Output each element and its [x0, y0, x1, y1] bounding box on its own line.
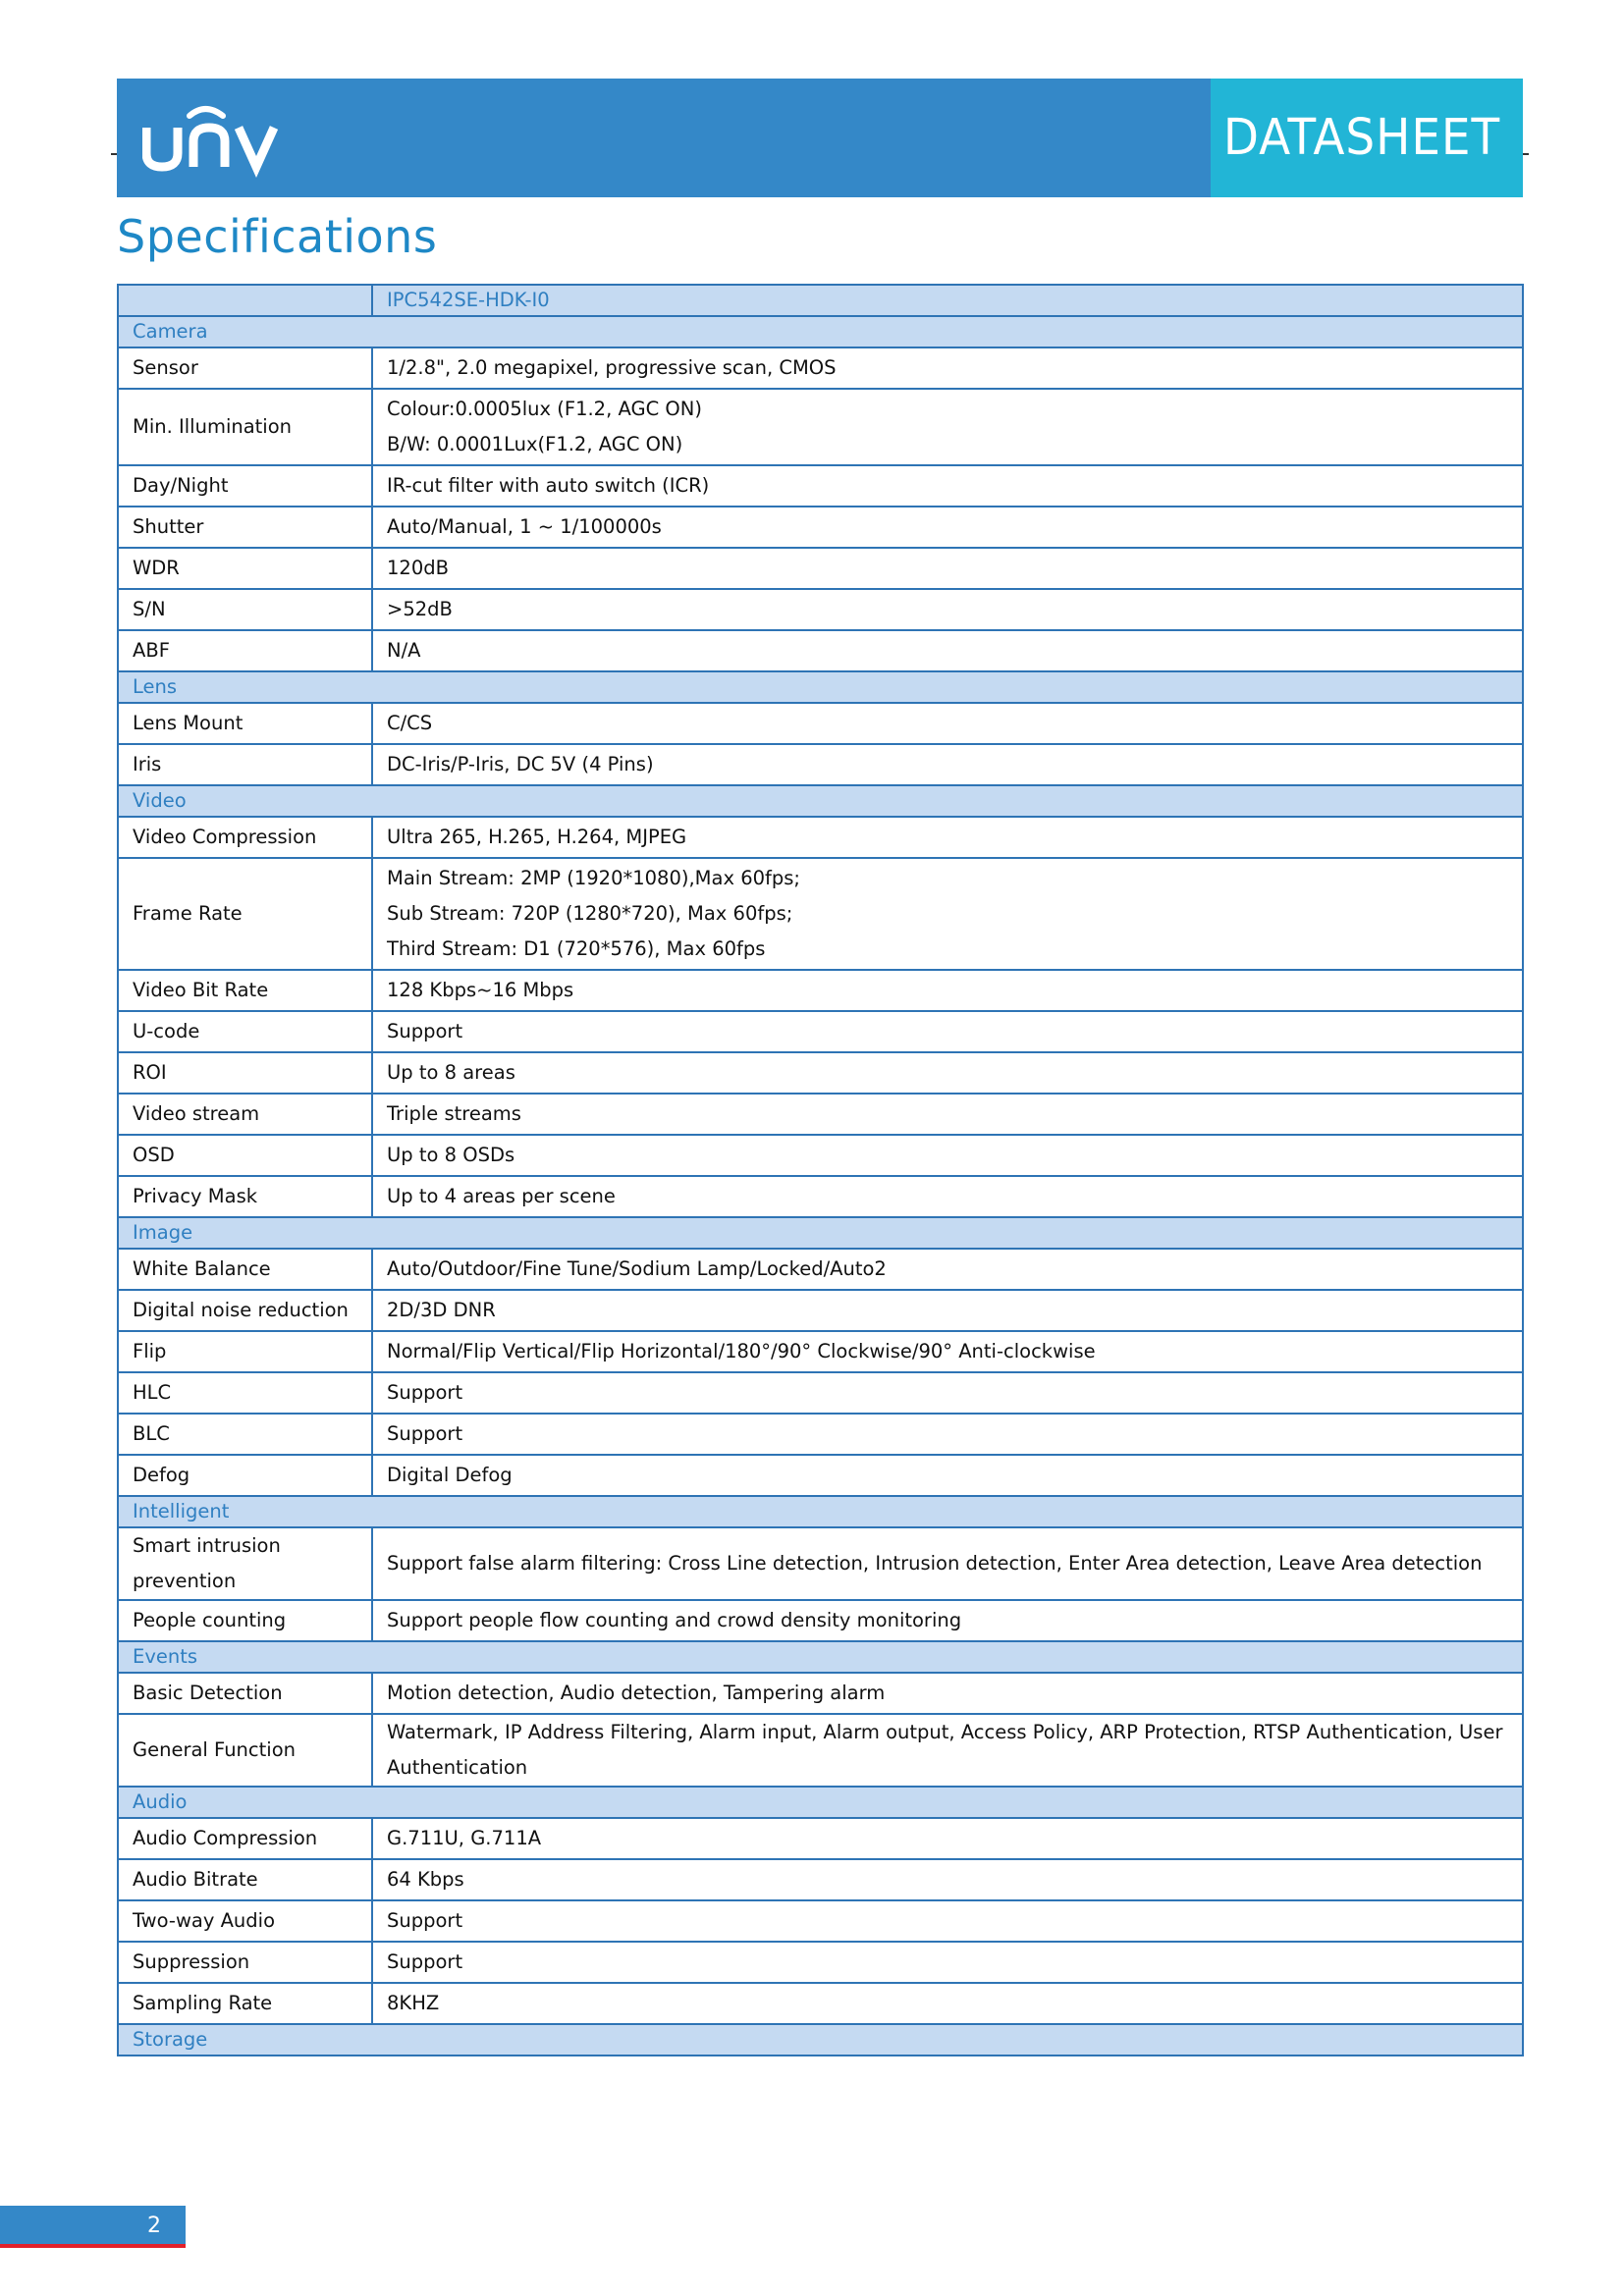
spec-value-line: Digital Defog — [387, 1464, 513, 1486]
spec-value-line: 1/2.8", 2.0 megapixel, progressive scan, CMOS — [387, 356, 837, 379]
model-name: IPC542SE-HDK-I0 — [372, 285, 1523, 316]
spec-value-line: Ultra 265, H.265, H.264, MJPEG — [387, 826, 687, 848]
section-title: Storage — [118, 2024, 1523, 2056]
spec-label: S/N — [118, 589, 372, 630]
spec-label: Day/Night — [118, 465, 372, 507]
specifications-table-body — [118, 285, 1523, 2056]
spec-row — [118, 1714, 1523, 1787]
spec-value — [372, 703, 1523, 744]
section-title: Camera — [118, 316, 1523, 347]
spec-label: Video Compression — [118, 817, 372, 858]
spec-row — [118, 465, 1523, 507]
spec-label: Sensor — [118, 347, 372, 389]
spec-value-line: Auto/Outdoor/Fine Tune/Sodium Lamp/Locked/Auto2 — [387, 1257, 887, 1280]
spec-value — [372, 1900, 1523, 1942]
spec-label: Video stream — [118, 1094, 372, 1135]
header-rule-left — [111, 153, 117, 155]
spec-label: Shutter — [118, 507, 372, 548]
section-title: Audio — [118, 1787, 1523, 1818]
spec-value — [372, 1859, 1523, 1900]
spec-label: Privacy Mask — [118, 1176, 372, 1217]
spec-value-line: Support false alarm filtering: Cross Line detection, Intrusion detection, Enter Area detection, Leave Area detection — [387, 1552, 1483, 1575]
spec-value-line: C/CS — [387, 712, 433, 734]
spec-value — [372, 465, 1523, 507]
spec-value — [372, 744, 1523, 785]
spec-value — [372, 347, 1523, 389]
spec-value-line: Support — [387, 1381, 463, 1404]
datasheet-label: DATASHEET — [1222, 109, 1501, 167]
spec-value-line: 120dB — [387, 557, 449, 579]
spec-value — [372, 630, 1523, 671]
spec-row — [118, 1414, 1523, 1455]
spec-value-line: Auto/Manual, 1 ~ 1/100000s — [387, 515, 662, 538]
spec-row — [118, 507, 1523, 548]
spec-label: Audio Bitrate — [118, 1859, 372, 1900]
spec-value — [372, 1052, 1523, 1094]
spec-value — [372, 1176, 1523, 1217]
unv-logo — [142, 88, 299, 187]
spec-row — [118, 1249, 1523, 1290]
spec-value — [372, 1372, 1523, 1414]
spec-label: People counting — [118, 1600, 372, 1641]
spec-label: White Balance — [118, 1249, 372, 1290]
spec-value-line: Support people flow counting and crowd density monitoring — [387, 1609, 962, 1631]
spec-value-line: 128 Kbps~16 Mbps — [387, 979, 574, 1001]
page-number: 2 — [147, 2214, 161, 2238]
spec-value — [372, 1942, 1523, 1983]
spec-value-line: 2D/3D DNR — [387, 1299, 496, 1321]
spec-value-line: Normal/Flip Vertical/Flip Horizontal/180°/90° Clockwise/90° Anti-clockwise — [387, 1340, 1096, 1362]
spec-value-line: Third Stream: D1 (720*576), Max 60fps — [387, 937, 766, 960]
spec-value-line: Support — [387, 1020, 463, 1042]
spec-label: Digital noise reduction — [118, 1290, 372, 1331]
spec-row — [118, 1983, 1523, 2024]
spec-value-line: Up to 4 areas per scene — [387, 1185, 616, 1207]
spec-row — [118, 589, 1523, 630]
section-title: Intelligent — [118, 1496, 1523, 1527]
page-title: Specifications — [117, 210, 438, 263]
spec-value-line: 8KHZ — [387, 1992, 440, 2014]
spec-value — [372, 970, 1523, 1011]
spec-label: OSD — [118, 1135, 372, 1176]
spec-value — [372, 1455, 1523, 1496]
spec-label: Audio Compression — [118, 1818, 372, 1859]
spec-row — [118, 1176, 1523, 1217]
model-row — [118, 285, 1523, 316]
spec-row — [118, 1900, 1523, 1942]
spec-row — [118, 1011, 1523, 1052]
specifications-table — [117, 284, 1524, 2056]
spec-label: Frame Rate — [118, 858, 372, 970]
spec-value — [372, 1249, 1523, 1290]
spec-value — [372, 817, 1523, 858]
spec-label: Flip — [118, 1331, 372, 1372]
section-header — [118, 2024, 1523, 2056]
section-header — [118, 1496, 1523, 1527]
header-rule-right — [1523, 153, 1529, 155]
spec-row — [118, 389, 1523, 465]
spec-value — [372, 1135, 1523, 1176]
spec-label: General Function — [118, 1714, 372, 1787]
spec-row — [118, 1331, 1523, 1372]
spec-row — [118, 347, 1523, 389]
section-title: Events — [118, 1641, 1523, 1673]
spec-row — [118, 1818, 1523, 1859]
spec-row — [118, 1290, 1523, 1331]
spec-row — [118, 1372, 1523, 1414]
spec-label: Sampling Rate — [118, 1983, 372, 2024]
spec-value — [372, 1600, 1523, 1641]
spec-value-line: B/W: 0.0001Lux(F1.2, AGC ON) — [387, 433, 683, 455]
spec-label: HLC — [118, 1372, 372, 1414]
spec-row — [118, 970, 1523, 1011]
spec-value-line: >52dB — [387, 598, 453, 620]
spec-value — [372, 589, 1523, 630]
spec-value — [372, 858, 1523, 970]
spec-value — [372, 1290, 1523, 1331]
spec-value — [372, 1527, 1523, 1600]
spec-value-line: Sub Stream: 720P (1280*720), Max 60fps; — [387, 902, 793, 925]
spec-row — [118, 630, 1523, 671]
spec-value-line: DC-Iris/P-Iris, DC 5V (4 Pins) — [387, 753, 654, 775]
spec-label: Defog — [118, 1455, 372, 1496]
spec-value — [372, 548, 1523, 589]
spec-row — [118, 858, 1523, 970]
spec-value — [372, 1331, 1523, 1372]
spec-row — [118, 1942, 1523, 1983]
section-title: Image — [118, 1217, 1523, 1249]
spec-row — [118, 744, 1523, 785]
spec-row — [118, 1673, 1523, 1714]
spec-row — [118, 1600, 1523, 1641]
section-header — [118, 785, 1523, 817]
spec-label: WDR — [118, 548, 372, 589]
spec-label: Video Bit Rate — [118, 970, 372, 1011]
section-header — [118, 1641, 1523, 1673]
spec-row — [118, 1094, 1523, 1135]
spec-value-line: N/A — [387, 639, 421, 662]
spec-value — [372, 1818, 1523, 1859]
spec-row — [118, 1135, 1523, 1176]
spec-label: Lens Mount — [118, 703, 372, 744]
header-banner — [117, 79, 1523, 197]
spec-value-line: Support — [387, 1422, 463, 1445]
spec-value — [372, 389, 1523, 465]
spec-value-line: Up to 8 areas — [387, 1061, 515, 1084]
spec-value-line: G.711U, G.711A — [387, 1827, 542, 1849]
spec-value-line: IR-cut filter with auto switch (ICR) — [387, 474, 710, 497]
spec-label: Suppression — [118, 1942, 372, 1983]
section-header — [118, 1217, 1523, 1249]
spec-value-line: Motion detection, Audio detection, Tampering alarm — [387, 1682, 886, 1704]
spec-value-line: Up to 8 OSDs — [387, 1144, 515, 1166]
spec-label: U-code — [118, 1011, 372, 1052]
spec-value-line: 64 Kbps — [387, 1868, 464, 1891]
spec-label: Smart intrusion prevention — [118, 1527, 372, 1600]
spec-label: Basic Detection — [118, 1673, 372, 1714]
spec-label: Min. Illumination — [118, 389, 372, 465]
spec-value — [372, 1094, 1523, 1135]
spec-value — [372, 1714, 1523, 1787]
spec-value-line: Support — [387, 1950, 463, 1973]
section-header — [118, 671, 1523, 703]
spec-row — [118, 1052, 1523, 1094]
spec-row — [118, 1859, 1523, 1900]
spec-row — [118, 548, 1523, 589]
datasheet-tab — [1211, 79, 1523, 197]
spec-value-line: Colour:0.0005lux (F1.2, AGC ON) — [387, 398, 702, 420]
spec-row — [118, 703, 1523, 744]
spec-value-line: Watermark, IP Address Filtering, Alarm input, Alarm output, Access Policy, ARP Protection, RTSP Authentication, User Authentication — [387, 1721, 1503, 1779]
model-row-label — [118, 285, 372, 316]
spec-value — [372, 1983, 1523, 2024]
spec-row — [118, 1527, 1523, 1600]
spec-value-line: Triple streams — [387, 1102, 521, 1125]
spec-label: BLC — [118, 1414, 372, 1455]
spec-value — [372, 507, 1523, 548]
spec-value-line: Support — [387, 1909, 463, 1932]
section-header — [118, 316, 1523, 347]
spec-label: Two-way Audio — [118, 1900, 372, 1942]
spec-row — [118, 1455, 1523, 1496]
section-title: Video — [118, 785, 1523, 817]
section-header — [118, 1787, 1523, 1818]
spec-label: ROI — [118, 1052, 372, 1094]
spec-value-line: Main Stream: 2MP (1920*1080),Max 60fps; — [387, 867, 800, 889]
spec-value — [372, 1673, 1523, 1714]
spec-value — [372, 1414, 1523, 1455]
spec-row — [118, 817, 1523, 858]
spec-value — [372, 1011, 1523, 1052]
spec-label: Iris — [118, 744, 372, 785]
section-title: Lens — [118, 671, 1523, 703]
spec-label: ABF — [118, 630, 372, 671]
